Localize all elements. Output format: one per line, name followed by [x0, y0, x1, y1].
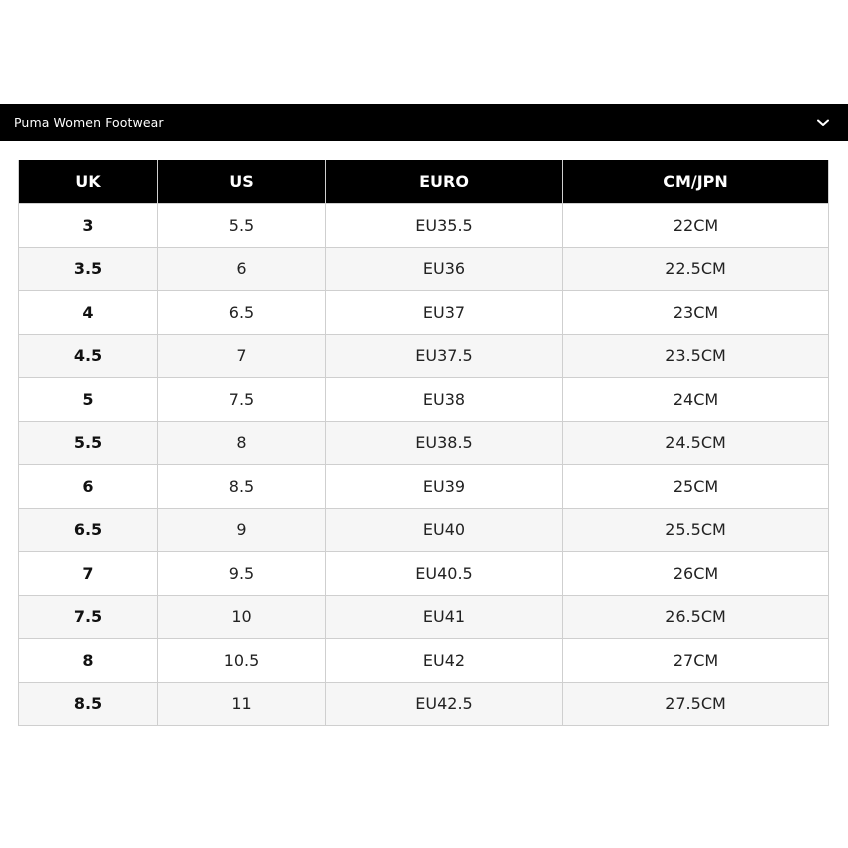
- cell-cm-jpn: 26CM: [563, 552, 829, 596]
- cell-us: 6: [158, 247, 326, 291]
- cell-uk: 5: [19, 378, 158, 422]
- table-row: [19, 421, 829, 465]
- cell-uk: 5.5: [19, 421, 158, 465]
- cell-cm-jpn: 25.5CM: [563, 508, 829, 552]
- cell-euro: EU37.5: [326, 334, 563, 378]
- table-row: [19, 247, 829, 291]
- cell-uk: 4.5: [19, 334, 158, 378]
- cell-euro: EU40: [326, 508, 563, 552]
- cell-uk: 8.5: [19, 682, 158, 726]
- accordion-title: Puma Women Footwear: [14, 115, 164, 130]
- column-header-euro: EURO: [326, 160, 563, 204]
- cell-euro: EU37: [326, 291, 563, 335]
- cell-us: 11: [158, 682, 326, 726]
- cell-uk: 3: [19, 204, 158, 248]
- table-row: [19, 378, 829, 422]
- cell-euro: EU38.5: [326, 421, 563, 465]
- table-row: [19, 682, 829, 726]
- cell-cm-jpn: 22.5CM: [563, 247, 829, 291]
- cell-cm-jpn: 23CM: [563, 291, 829, 335]
- cell-uk: 7: [19, 552, 158, 596]
- cell-us: 9.5: [158, 552, 326, 596]
- cell-cm-jpn: 24CM: [563, 378, 829, 422]
- cell-cm-jpn: 25CM: [563, 465, 829, 509]
- cell-uk: 8: [19, 639, 158, 683]
- cell-cm-jpn: 26.5CM: [563, 595, 829, 639]
- cell-us: 10: [158, 595, 326, 639]
- cell-euro: EU40.5: [326, 552, 563, 596]
- cell-uk: 3.5: [19, 247, 158, 291]
- cell-cm-jpn: 22CM: [563, 204, 829, 248]
- cell-cm-jpn: 24.5CM: [563, 421, 829, 465]
- cell-euro: EU36: [326, 247, 563, 291]
- cell-us: 5.5: [158, 204, 326, 248]
- cell-uk: 7.5: [19, 595, 158, 639]
- cell-uk: 4: [19, 291, 158, 335]
- column-header-us: US: [158, 160, 326, 204]
- cell-us: 7.5: [158, 378, 326, 422]
- column-header-cm-jpn: CM/JPN: [563, 160, 829, 204]
- cell-euro: EU41: [326, 595, 563, 639]
- cell-cm-jpn: 23.5CM: [563, 334, 829, 378]
- cell-uk: 6: [19, 465, 158, 509]
- table-row: [19, 639, 829, 683]
- cell-uk: 6.5: [19, 508, 158, 552]
- size-chart-table: [18, 160, 829, 726]
- cell-euro: EU39: [326, 465, 563, 509]
- cell-euro: EU42: [326, 639, 563, 683]
- cell-us: 8.5: [158, 465, 326, 509]
- cell-us: 7: [158, 334, 326, 378]
- table-row: [19, 508, 829, 552]
- cell-us: 6.5: [158, 291, 326, 335]
- cell-us: 10.5: [158, 639, 326, 683]
- table-header-row: [19, 160, 829, 204]
- column-header-uk: UK: [19, 160, 158, 204]
- cell-euro: EU35.5: [326, 204, 563, 248]
- table-row: [19, 334, 829, 378]
- cell-us: 9: [158, 508, 326, 552]
- chevron-down-icon[interactable]: [816, 118, 830, 128]
- table-row: [19, 204, 829, 248]
- table-row: [19, 291, 829, 335]
- table-row: [19, 595, 829, 639]
- table-row: [19, 552, 829, 596]
- table-row: [19, 465, 829, 509]
- cell-us: 8: [158, 421, 326, 465]
- cell-cm-jpn: 27.5CM: [563, 682, 829, 726]
- cell-euro: EU38: [326, 378, 563, 422]
- accordion-header[interactable]: [0, 104, 848, 141]
- cell-euro: EU42.5: [326, 682, 563, 726]
- cell-cm-jpn: 27CM: [563, 639, 829, 683]
